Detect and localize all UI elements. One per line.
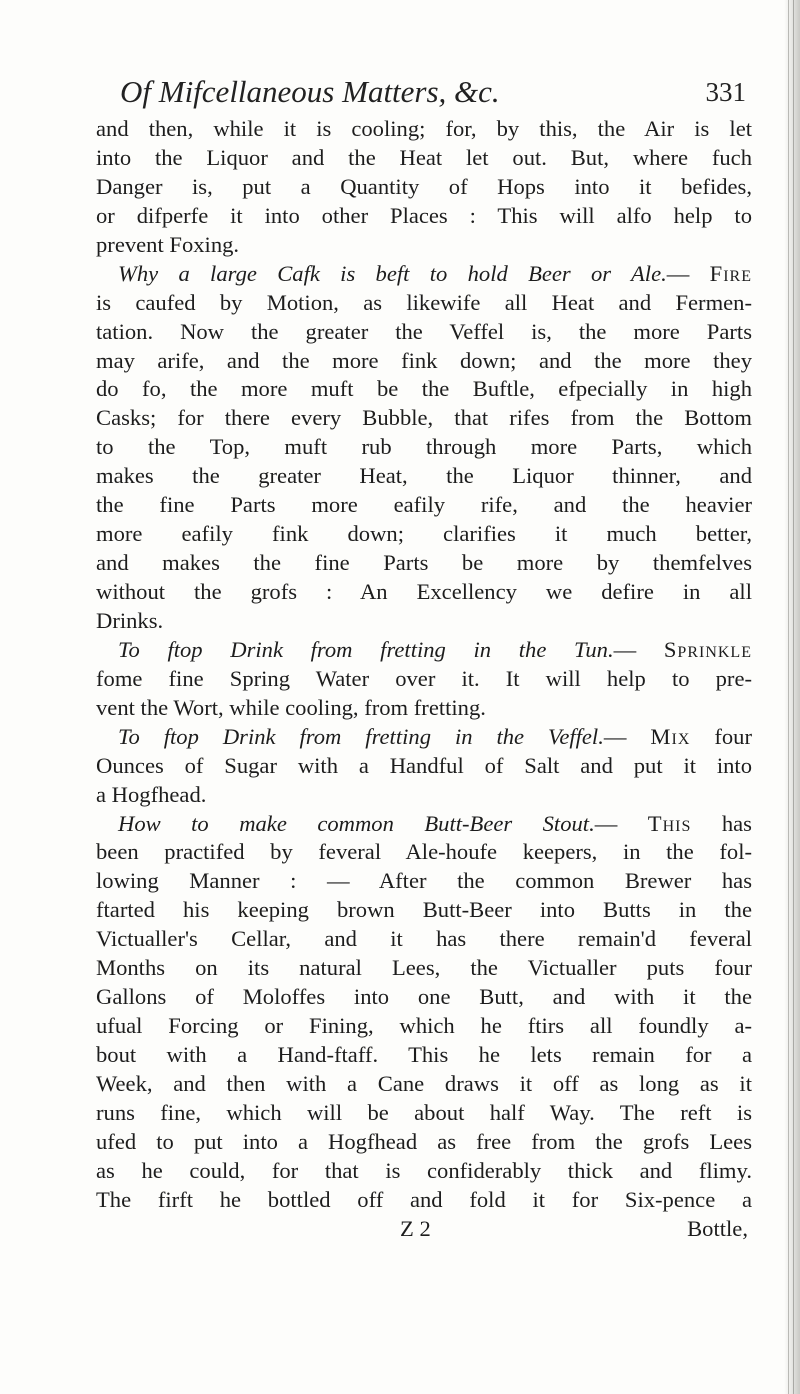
text-line: Months on its natural Lees, the Victualler puts four <box>96 955 752 981</box>
section-heading-line <box>96 260 752 289</box>
page-header <box>96 72 746 112</box>
text-line: ufual Forcing or Fining, which he ftirs all foundly a- <box>96 1013 752 1039</box>
text-line: the fine Parts more eafily rife, and the heavier <box>96 492 752 518</box>
text-line: ftarted his keeping brown Butt-Beer into Butts in the <box>96 897 752 923</box>
section-heading-line <box>96 810 752 839</box>
text-line: vent the Wort, while cooling, from fretting. <box>96 694 486 720</box>
text-line: is caufed by Motion, as likewife all Heat and Fermen- <box>96 289 752 315</box>
text-line: as he could, for that is confiderably thick and flimy. <box>96 1157 752 1183</box>
line-tail: four <box>690 723 752 749</box>
line-tail: has <box>691 810 752 836</box>
text-line: been practifed by feveral Ale-houfe keepers, in the fol- <box>96 839 752 865</box>
text-line: Casks; for there every Bubble, that rifes from the Bottom <box>96 405 752 431</box>
lead-word: This <box>647 810 692 836</box>
text-line: a Hogfhead. <box>96 781 207 807</box>
lead-word: Fire <box>709 260 752 286</box>
lead-word: Mix <box>650 723 691 749</box>
text-line: The firft he bottled off and fold it for Six-pence a <box>96 1186 752 1212</box>
signature-mark: Z 2 <box>400 1215 431 1241</box>
text-line: Gallons of Moloffes into one Butt, and with it the <box>96 984 752 1010</box>
text-line: do fo, the more muft be the Buftle, efpecially in high <box>96 376 752 402</box>
heading-dash: — <box>594 810 648 836</box>
heading-dash: — <box>613 636 664 662</box>
page-footer <box>96 1215 752 1244</box>
catchword: Bottle, <box>687 1215 748 1241</box>
text-line: prevent Foxing. <box>96 231 240 257</box>
text-line: without the grofs : An Excellency we defire in all <box>96 579 752 604</box>
heading-dash: — <box>666 260 710 286</box>
text-line: lowing Manner : — After the common Brewer has <box>96 868 752 894</box>
text-line: bout with a Hand-ftaff. This he lets remain for a <box>96 1042 752 1067</box>
text-line: and then, while it is cooling; for, by this, the Air is let <box>96 116 752 141</box>
page-number: 331 <box>705 77 746 107</box>
body-text <box>96 115 752 1244</box>
text-line: more eafily fink down; clarifies it much better, <box>96 521 752 547</box>
text-line: to the Top, muft rub through more Parts, which <box>96 434 752 460</box>
section-heading: To ftop Drink from fretting in the Veffel. <box>118 723 604 749</box>
text-line: may arife, and the more fink down; and the more they <box>96 347 752 373</box>
page-edge <box>784 0 800 1394</box>
text-line: runs fine, which will be about half Way. The reft is <box>96 1099 752 1125</box>
text-line: or difperfe it into other Places : This will alfo help to <box>96 202 752 228</box>
section-heading: How to make common Butt-Beer Stout. <box>118 810 595 836</box>
text-line: Week, and then with a Cane draws it off as long as it <box>96 1070 752 1096</box>
section-heading-line <box>96 636 752 665</box>
section-heading: To ftop Drink from fretting in the Tun. <box>118 636 614 662</box>
section-heading-line <box>96 723 752 752</box>
text-line: makes the greater Heat, the Liquor thinner, and <box>96 463 752 489</box>
running-head: Of Mifcellaneous Matters, &c. <box>120 74 500 109</box>
text-line: Danger is, put a Quantity of Hops into it befides, <box>96 173 752 199</box>
section-heading: Why a large Cafk is beft to hold Beer or Ale. <box>118 260 667 286</box>
text-line: Ounces of Sugar with a Handful of Salt and put it into <box>96 752 752 778</box>
heading-dash: — <box>603 723 651 749</box>
text-line: into the Liquor and the Heat let out. But, where fuch <box>96 144 752 170</box>
lead-word: Sprinkle <box>663 636 752 662</box>
text-line: Drinks. <box>96 607 164 633</box>
text-line: ufed to put into a Hogfhead as free from the grofs Lees <box>96 1128 752 1154</box>
text-line: fome fine Spring Water over it. It will help to pre- <box>96 665 752 691</box>
text-line: Victualler's Cellar, and it has there remain'd feveral <box>96 926 752 952</box>
text-line: and makes the fine Parts be more by themfelves <box>96 550 752 576</box>
text-line: tation. Now the greater the Veffel is, the more Parts <box>96 318 752 344</box>
